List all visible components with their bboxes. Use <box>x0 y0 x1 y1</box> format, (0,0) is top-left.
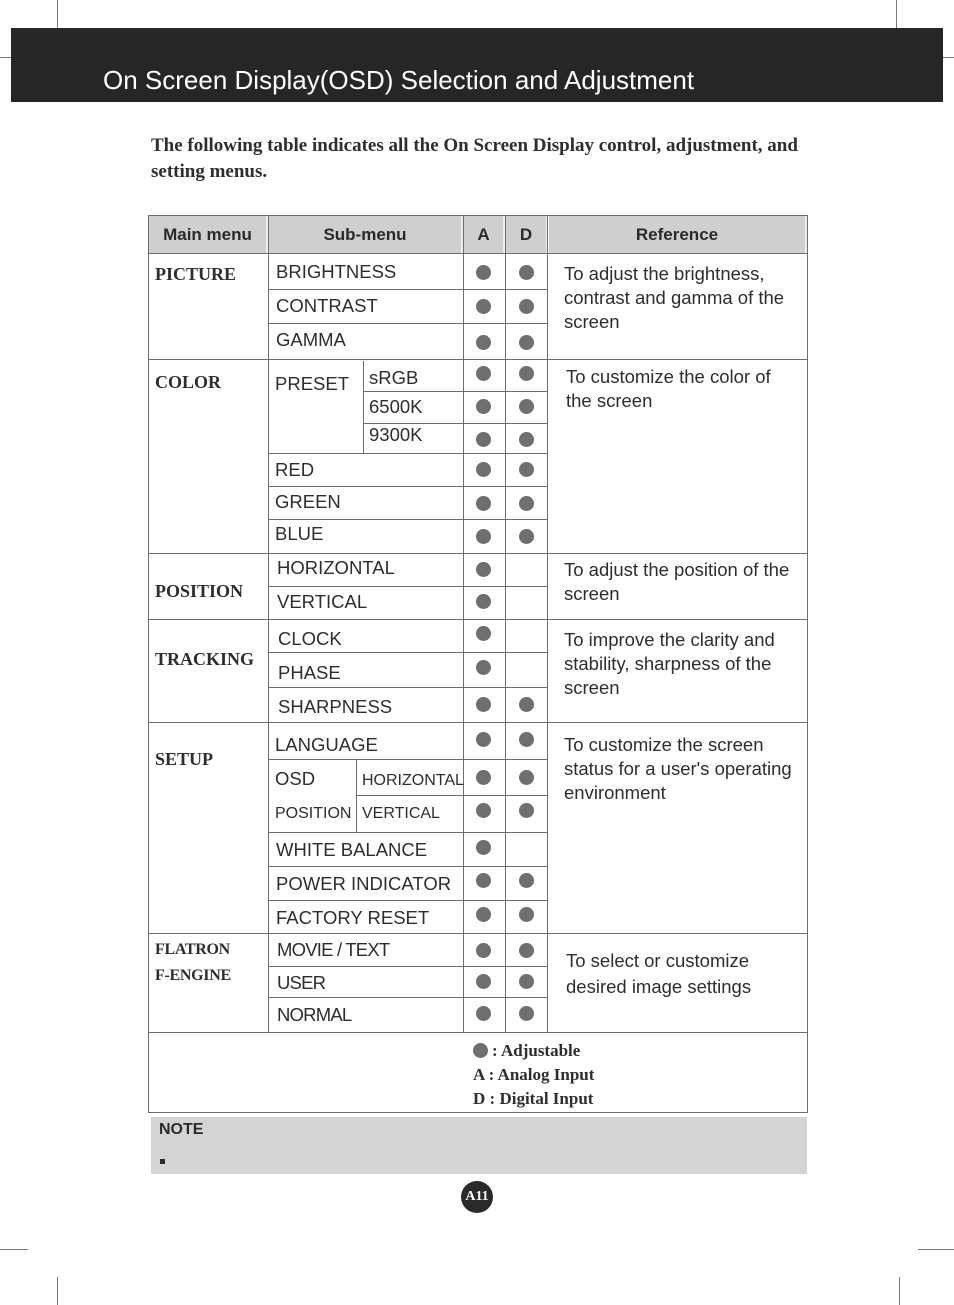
note-box <box>151 1117 807 1174</box>
adjustable-dot-icon <box>519 907 534 922</box>
grid-line <box>505 216 506 1032</box>
sub-menu-item: VERTICAL <box>277 591 368 612</box>
grid-line <box>269 323 547 324</box>
grid-line <box>149 722 807 723</box>
osd-table <box>148 215 808 1113</box>
adjustable-dot-icon <box>519 432 534 447</box>
grid-line <box>364 391 547 392</box>
adjustable-dot-icon <box>476 873 491 888</box>
adjustable-dot-icon <box>476 732 491 747</box>
adjustable-dot-icon <box>519 265 534 280</box>
crop-mark <box>57 0 58 28</box>
crop-mark <box>896 0 897 28</box>
grid-line <box>269 866 547 867</box>
grid-line <box>269 900 547 901</box>
legend-analog: A : Analog Input <box>473 1065 595 1084</box>
adjustable-dot-icon <box>476 974 491 989</box>
grid-line <box>357 795 547 796</box>
reference-text: To select or customize desired image settings <box>566 950 752 997</box>
adjustable-dot-icon <box>519 943 534 958</box>
sub-menu-item: PHASE <box>278 662 341 683</box>
main-menu-tracking: TRACKING <box>155 649 255 669</box>
sub-menu-item: GAMMA <box>276 329 346 350</box>
adjustable-dot-icon <box>476 496 491 511</box>
crop-mark <box>943 57 954 58</box>
sub-menu-item: RED <box>275 459 315 480</box>
grid-line <box>269 453 547 454</box>
grid-line <box>269 966 547 967</box>
note-title: NOTE <box>159 1121 204 1138</box>
crop-mark <box>899 1277 900 1305</box>
sub-menu-item: VERTICAL <box>362 805 440 822</box>
adjustable-dot-icon <box>476 803 491 818</box>
adjustable-dot-icon <box>519 399 534 414</box>
adjustable-dot-icon <box>476 335 491 350</box>
adjustable-dot-icon <box>476 660 491 675</box>
sub-menu-osd: OSD <box>275 768 316 789</box>
header-main-menu: Main menu <box>149 216 268 253</box>
legend-adjustable: : Adjustable <box>473 1039 594 1063</box>
main-menu-flatron: FLATRON <box>155 941 230 958</box>
adjustable-dot-icon <box>476 770 491 785</box>
sub-menu-item: CLOCK <box>278 628 342 649</box>
crop-mark <box>0 1249 28 1250</box>
adjustable-dot-icon <box>519 366 534 381</box>
header-d: D <box>506 216 548 253</box>
adjustable-dot-icon <box>519 1006 534 1021</box>
sub-menu-item: MOVIE / TEXT <box>277 939 390 960</box>
adjustable-dot-icon <box>519 462 534 477</box>
grid-line <box>269 832 547 833</box>
grid-line <box>149 359 807 360</box>
sub-menu-item: LANGUAGE <box>275 734 378 755</box>
intro-text: The following table indicates all the On Screen Display control, adjustment, and setting menus. <box>151 135 798 182</box>
adjustable-dot-icon <box>476 907 491 922</box>
adjustable-dot-icon <box>519 496 534 511</box>
adjustable-dot-icon <box>476 943 491 958</box>
adjustable-dot-icon <box>519 974 534 989</box>
adjustable-dot-icon <box>476 697 491 712</box>
sub-menu-item: POWER INDICATOR <box>276 873 452 894</box>
main-menu-color: COLOR <box>155 372 222 392</box>
grid-line <box>269 687 547 688</box>
adjustable-dot-icon <box>473 1043 488 1058</box>
main-menu-position: POSITION <box>155 581 244 601</box>
grid-line <box>268 216 269 1032</box>
sub-menu-item: FACTORY RESET <box>276 907 430 928</box>
grid-line <box>547 216 548 1032</box>
grid-line <box>149 253 807 254</box>
grid-line <box>269 759 547 760</box>
sub-menu-item: BLUE <box>275 523 324 544</box>
sub-menu-item: CONTRAST <box>276 295 378 316</box>
sub-menu-item: BRIGHTNESS <box>276 261 397 282</box>
crop-mark <box>0 57 11 58</box>
reference-text: To customize the color of the screen <box>566 366 771 411</box>
adjustable-dot-icon <box>476 299 491 314</box>
adjustable-dot-icon <box>519 299 534 314</box>
sub-menu-item: USER <box>277 972 326 993</box>
sub-menu-item: HORIZONTAL <box>362 772 464 789</box>
grid-line <box>269 289 547 290</box>
grid-line <box>149 933 807 934</box>
adjustable-dot-icon <box>476 594 491 609</box>
legend <box>473 1039 594 1111</box>
header-reference: Reference <box>549 216 807 253</box>
adjustable-dot-icon <box>476 626 491 641</box>
grid-line <box>269 519 547 520</box>
adjustable-dot-icon <box>476 462 491 477</box>
grid-line <box>363 361 364 453</box>
grid-line <box>269 652 547 653</box>
bullet-icon <box>160 1159 165 1164</box>
crop-mark <box>918 1249 954 1250</box>
sub-menu-item: 6500K <box>369 396 423 417</box>
sub-menu-item: sRGB <box>369 367 419 388</box>
header-bar <box>11 28 943 102</box>
header-sub-menu: Sub-menu <box>269 216 463 253</box>
adjustable-dot-icon <box>476 265 491 280</box>
sub-menu-item: NORMAL <box>277 1004 352 1025</box>
adjustable-dot-icon <box>476 562 491 577</box>
adjustable-dot-icon <box>519 873 534 888</box>
grid-line <box>463 216 464 1032</box>
adjustable-dot-icon <box>519 335 534 350</box>
page-title: On Screen Display(OSD) Selection and Adjustment <box>103 65 695 95</box>
adjustable-dot-icon <box>476 1006 491 1021</box>
header-a: A <box>464 216 505 253</box>
adjustable-dot-icon <box>519 770 534 785</box>
main-menu-setup: SETUP <box>155 749 214 769</box>
sub-menu-preset: PRESET <box>275 373 350 394</box>
reference-text: To adjust the position of the screen <box>564 559 790 604</box>
main-menu-f-engine: F-ENGINE <box>155 967 231 984</box>
reference-text: To customize the screen status for a user's operating environment <box>564 734 792 803</box>
sub-menu-osd-position: POSITION <box>275 805 352 822</box>
adjustable-dot-icon <box>519 803 534 818</box>
adjustable-dot-icon <box>476 840 491 855</box>
adjustable-dot-icon <box>476 529 491 544</box>
crop-mark <box>57 1277 58 1305</box>
grid-line <box>149 619 807 620</box>
sub-menu-item: SHARPNESS <box>278 696 393 717</box>
sub-menu-item: GREEN <box>275 491 341 512</box>
adjustable-dot-icon <box>476 366 491 381</box>
adjustable-dot-icon <box>476 432 491 447</box>
adjustable-dot-icon <box>476 399 491 414</box>
reference-text: To adjust the brightness, contrast and gamma of the screen <box>564 263 785 332</box>
page-number: A11 <box>461 1181 493 1213</box>
reference-text: To improve the clarity and stability, sharpness of the screen <box>564 629 775 698</box>
adjustable-dot-icon <box>519 529 534 544</box>
grid-line <box>149 1032 807 1033</box>
grid-line <box>269 486 547 487</box>
adjustable-dot-icon <box>519 732 534 747</box>
grid-line <box>269 997 547 998</box>
sub-menu-item: WHITE BALANCE <box>276 839 428 860</box>
legend-digital: D : Digital Input <box>473 1089 594 1108</box>
grid-line <box>269 586 547 587</box>
grid-line <box>149 553 807 554</box>
sub-menu-item: 9300K <box>369 424 423 445</box>
main-menu-picture: PICTURE <box>155 264 237 284</box>
adjustable-dot-icon <box>519 697 534 712</box>
sub-menu-item: HORIZONTAL <box>277 557 395 578</box>
